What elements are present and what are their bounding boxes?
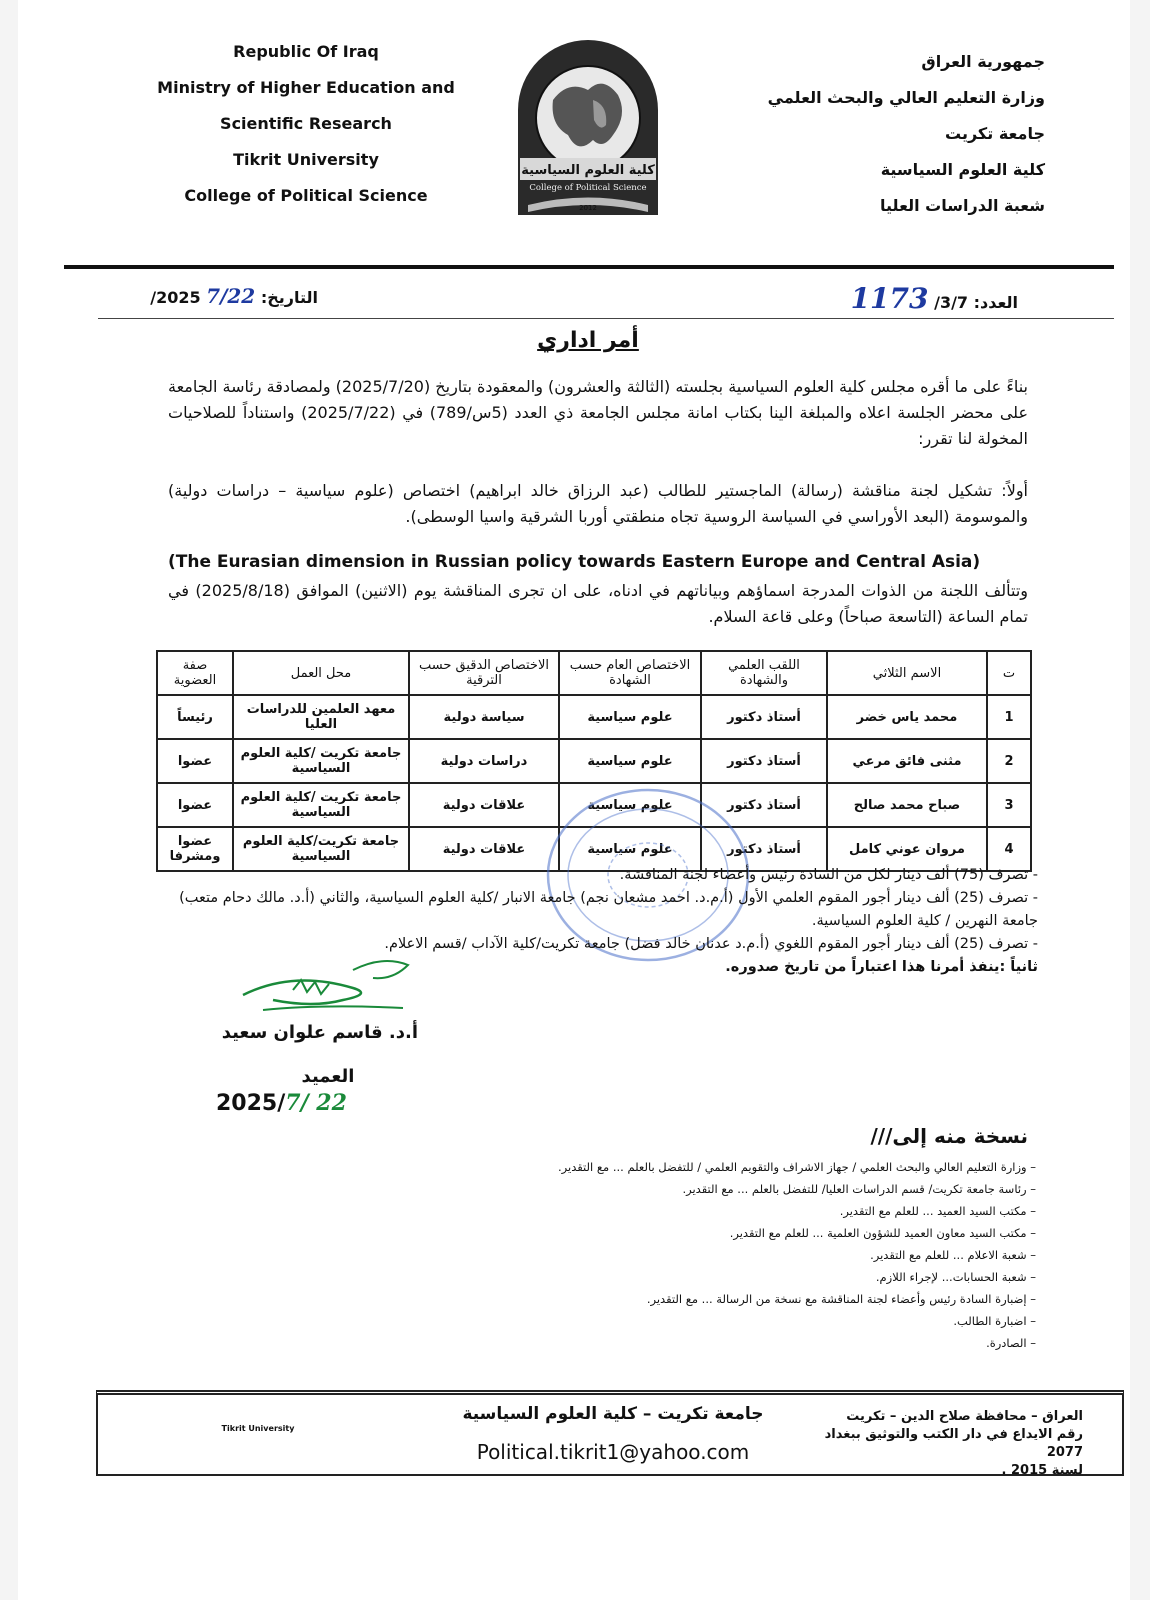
copy-item: – الصادرة.: [986, 1336, 1036, 1350]
date-label: التاريخ:: [260, 288, 318, 307]
paragraph-first-decision: أولاً: تشكيل لجنة مناقشة (رسالة) الماجستير للطالب (عبد الرزاق خالد ابراهيم) اختصاص (علوم سياسية – دراسات دولية) والموسومة (البعد الأوراسي في السياسة الروسية تجاه منطقتي أوربا الشرقية واسيا الوسطى).: [168, 481, 1028, 526]
fee-item: - تصرف (25) ألف دينار أجور المقوم العلمي الأول (أ.م.د. احمد مشعان نجم) جامعة الانبار /كلية العلوم السياسية، والثاني (أ.د. مالك دحام متعب) جامعة النهرين / كلية العلوم السياسية.: [179, 890, 1038, 929]
fee-item: - تصرف (25) ألف دينار أجور المقوم اللغوي (أ.م.د عدنان خالد فضل) جامعة تكريت/كلية الآداب /قسم الاعلام.: [384, 936, 1038, 952]
header-rule: [64, 265, 1114, 269]
cell-index: 4: [987, 827, 1031, 871]
cell-general: علوم سياسية: [559, 739, 701, 783]
dean-signature: [233, 950, 423, 1020]
cell-role: عضوا: [157, 739, 233, 783]
header-ar-line-3: جامعة تكريت: [945, 124, 1045, 143]
number-label: العدد:: [973, 293, 1018, 312]
header-ar-line-4: كلية العلوم السياسية: [880, 160, 1045, 179]
signatory-name: أ.د. قاسم علوان سعيد: [221, 1022, 418, 1043]
table-row: [157, 695, 1031, 739]
col-header-index: ت: [987, 651, 1031, 695]
cell-general: علوم سياسية: [559, 695, 701, 739]
logo-en-text: College of Political Science: [529, 183, 647, 193]
cell-specific: سياسة دولية: [409, 695, 559, 739]
copy-item: – رئاسة جامعة تكريت/ قسم الدراسات العليا/ للتفضل بالعلم ... مع التقدير.: [682, 1182, 1036, 1196]
signatory-title: العميد: [301, 1066, 355, 1087]
copy-item: – إضبارة السادة رئيس وأعضاء لجنة المناقشة مع نسخة من الرسالة ... مع التقدير.: [646, 1292, 1036, 1306]
sign-date-handwritten: 7/ 22: [285, 1090, 347, 1116]
col-header-general: الاختصاص العام حسب الشهادة: [559, 651, 701, 695]
col-header-workplace: محل العمل: [233, 651, 409, 695]
sign-date-year: 2025/: [216, 1091, 286, 1116]
fee-item: - تصرف (75) ألف دينار لكل من السادة رئيس وأعضاء لجنة المناقشة.: [619, 867, 1038, 883]
cell-title: أستاذ دكتور: [701, 827, 827, 871]
document-title: أمر اداري: [537, 328, 639, 353]
header-en-line-1: Republic Of Iraq: [233, 42, 379, 61]
reference-number: [798, 282, 1018, 315]
second-decision: ثانياً :ينفذ أمرنا هذا اعتباراً من تاريخ صدوره.: [725, 959, 1038, 975]
header-ar-line-5: شعبة الدراسات العليا: [880, 196, 1045, 215]
cell-specific: دراسات دولية: [409, 739, 559, 783]
header-english: [136, 34, 476, 214]
cell-general: علوم سياسية: [559, 783, 701, 827]
cell-workplace: جامعة تكريت/كلية العلوم السياسية: [233, 827, 409, 871]
paragraph-preamble: بناءً على ما أقره مجلس كلية العلوم السياسية بجلسته (الثالثة والعشرون) والمعقودة بتاريخ (2025/7/20) ولمصادقة رئاسة الجامعة على محضر الجلسة اعلاه والمبلغة الينا بكتاب امانة مجلس الجامعة ذي العدد (5س/789) في (2025/7/22) واستناداً للصلاحيات المخولة لنا تقرر:: [168, 377, 1029, 448]
thesis-english-title: (The Eurasian dimension in Russian policy towards Eastern Europe and Central Asia): [168, 552, 981, 572]
cell-title: أستاذ دكتور: [701, 783, 827, 827]
header-ar-line-2: وزارة التعليم العالي والبحث العلمي: [767, 88, 1045, 107]
header-arabic: [685, 44, 1045, 224]
copies-heading: نسخة منه إلى///: [870, 1124, 1028, 1148]
header-en-line-3: Scientific Research: [220, 114, 392, 133]
copy-item: – اضبارة الطالب.: [953, 1314, 1036, 1328]
cell-index: 3: [987, 783, 1031, 827]
logo-ar-text: كلية العلوم السياسية: [521, 163, 655, 178]
cell-general: علوم سياسية: [559, 827, 701, 871]
reference-rule: [98, 318, 1114, 319]
reference-date: [138, 284, 318, 308]
header-ar-line-1: جمهورية العراق: [921, 52, 1045, 71]
cell-name: مروان عوني كامل: [827, 827, 987, 871]
copy-item: – مكتب السيد معاون العميد للشؤون العلمية ... للعلم مع التقدير.: [729, 1226, 1036, 1240]
copy-item: – وزارة التعليم العالي والبحث العلمي / جهاز الاشراف والتقويم العلمي / للتفضل بالعلم ... مع التقدير.: [558, 1160, 1036, 1174]
footer-line: العراق – محافظة صلاح الدين – تكريت: [846, 1409, 1083, 1424]
copies-list: [438, 1156, 1036, 1354]
header-en-line-2: Ministry of Higher Education and: [157, 78, 455, 97]
number-handwritten: 1173: [850, 282, 929, 315]
paragraph-committee: وتتألف اللجنة من الذوات المدرجة اسماؤهم وبياناتهم في ادناه، على ان تجرى المناقشة يوم (الاثنين) الموافق (2025/8/18) في تمام الساعة (التاسعة صباحاً) وعلى قاعة السلام.: [168, 581, 1028, 626]
cell-index: 1: [987, 695, 1031, 739]
cell-specific: علاقات دولية: [409, 827, 559, 871]
table-row: [157, 739, 1031, 783]
col-header-name: الاسم الثلاثي: [827, 651, 987, 695]
footer-email-link[interactable]: Political.tikrit1@yahoo.com: [476, 1440, 750, 1464]
document-page: [18, 0, 1130, 1600]
cell-role: عضوا: [157, 783, 233, 827]
cell-workplace: معهد العلمين للدراسات العليا: [233, 695, 409, 739]
col-header-title: اللقب العلمي والشهادة: [701, 651, 827, 695]
copy-item: – شعبة الاعلام ... للعلم مع التقدير.: [870, 1248, 1036, 1262]
header-en-line-5: College of Political Science: [184, 186, 428, 205]
cell-workplace: جامعة تكريت /كلية العلوم السياسية: [233, 739, 409, 783]
signatory-date: [216, 1090, 416, 1116]
cell-role: رئيساً: [157, 695, 233, 739]
cell-index: 2: [987, 739, 1031, 783]
cell-workplace: جامعة تكريت /كلية العلوم السياسية: [233, 783, 409, 827]
cell-specific: علاقات دولية: [409, 783, 559, 827]
cell-name: مثنى فائق مرعي: [827, 739, 987, 783]
table-header-row: [157, 651, 1031, 695]
cell-role: عضوا ومشرفا: [157, 827, 233, 871]
col-header-specific: الاختصاص الدقيق حسب الترقية: [409, 651, 559, 695]
cell-name: محمد ياس خضر: [827, 695, 987, 739]
logo-year: 2012: [579, 204, 597, 212]
date-value: 2025/: [150, 288, 201, 307]
footer-line: لسنة 2015 .: [1001, 1463, 1083, 1478]
cell-title: أستاذ دكتور: [701, 739, 827, 783]
college-logo: [508, 40, 668, 220]
footer-line: رقم الايداع في دار الكتب والتوثيق ببغداد 2077: [824, 1427, 1083, 1460]
date-handwritten: 7/22: [206, 284, 256, 308]
footer-address: [793, 1408, 1083, 1480]
footer-college-name: جامعة تكريت – كلية العلوم السياسية: [462, 1404, 764, 1424]
copy-item: – شعبة الحسابات... لإجراء اللازم.: [875, 1270, 1036, 1284]
number-value: 3/7/: [934, 293, 969, 312]
header-en-line-4: Tikrit University: [233, 150, 379, 169]
cell-title: أستاذ دكتور: [701, 695, 827, 739]
cell-name: صباح محمد صالح: [827, 783, 987, 827]
col-header-role: صفة العضوية: [157, 651, 233, 695]
footer-university-label: Tikrit University: [221, 1424, 295, 1433]
copy-item: – مكتب السيد العميد ... للعلم مع التقدير.: [839, 1204, 1036, 1218]
